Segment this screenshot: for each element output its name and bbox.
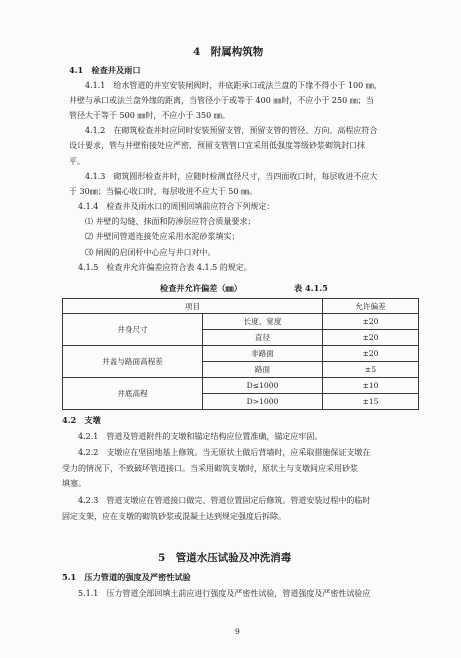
group-name: 井身尺寸 — [63, 314, 203, 346]
sub-item: D>1000 — [203, 394, 323, 410]
section-4-1-heading: 4.1 检查井及雨口 — [69, 65, 141, 75]
clause-4-1-1-line-2: 井壁与承口或法兰盘外缘的距离，当管径小于或等于 400 ㎜时，不应小于 250 ㎜；当 — [69, 96, 374, 105]
clause-4-2-2-line-1: 4.2.2 支墩应在坚固地基上修筑。当无原状土做后背墙时，应采取措施保证支墩在 — [78, 448, 371, 457]
chapter-5-title: 5 管道水压试验及冲洗消毒 — [158, 552, 292, 564]
chapter-4-title: 4 附属构筑物 — [193, 46, 264, 58]
tolerance-value: ±20 — [323, 346, 419, 362]
clause-4-2-2-line-3: 填塞。 — [62, 479, 86, 488]
clause-4-1-4: 4.1.4 检查井及雨水口的周围回填前应符合下列规定： — [78, 202, 275, 211]
clause-4-1-1-line-1: 4.1.1 给水管道的井室安装闸阀时，井底距承口或法兰盘的下缘不得小于 100 ㎜， — [85, 81, 382, 90]
sub-item: D≤1000 — [203, 378, 323, 394]
clause-4-1-5: 4.1.5 检查井允许偏差应符合表 4.1.5 的规定。 — [78, 263, 252, 272]
sub-item: 路面 — [203, 362, 323, 378]
tolerance-table — [62, 298, 419, 410]
clause-4-2-3-line-1: 4.2.3 管道支墩应在管道接口做完、管道位置固定后修筑。管道安装过程中的临时 — [78, 496, 371, 505]
clause-4-1-3-line-2: 于 30㎜；当偏心收口时，每层收进不应大于 50 ㎜。 — [69, 187, 257, 196]
tolerance-value: ±10 — [323, 378, 419, 394]
section-4-2-heading: 4.2 支墩 — [62, 415, 101, 425]
tolerance-value: ±20 — [323, 314, 419, 330]
table-caption: 检查井允许偏差（㎜） — [160, 283, 242, 293]
page-number: 9 — [235, 627, 240, 636]
clause-4-1-3-line-1: 4.1.3 砌筑圆形检查井时，应随时检测直径尺寸，当四面收口时，每层收进不应大 — [85, 172, 378, 181]
clause-5-1-1-line-1: 5.1.1 压力管道全部回填土前应进行强度及严密性试验，管道强度及严密性试验应 — [78, 589, 371, 598]
clause-4-1-4-item-2: ⑵ 井壁同管道连接处应采用水泥砂浆填实； — [85, 232, 240, 241]
clause-4-1-1-line-3: 管径大于等于 500 ㎜时，不应小于 350 ㎜。 — [69, 111, 230, 120]
table-row — [63, 378, 419, 394]
table-row — [63, 346, 419, 362]
clause-4-2-2-line-2: 受力的情况下，不致破坏管道接口。当采用砌筑支墩时，原状土与支墩间应采用砂浆 — [62, 464, 358, 473]
clause-4-1-4-item-3: ⑶ 闸阀的启闭杆中心应与井口对中。 — [85, 248, 216, 257]
clause-4-1-2-line-3: 平。 — [69, 157, 85, 166]
clause-4-2-3-line-2: 固定支架，应在支墩的砌筑砂浆或混凝土达到规定强度后拆除。 — [62, 512, 286, 521]
group-name: 井底高程 — [63, 378, 203, 410]
clause-4-2-1: 4.2.1 管道及管道附件的支墩和锚定结构应位置准确，锚定应牢固。 — [78, 432, 323, 441]
header-item: 项目 — [63, 299, 323, 314]
sub-item: 直径 — [203, 330, 323, 346]
tolerance-value: ±20 — [323, 330, 419, 346]
section-5-1-heading: 5.1 压力管道的强度及严密性试验 — [62, 572, 191, 582]
sub-item: 长度、宽度 — [203, 314, 323, 330]
clause-4-1-2-line-1: 4.1.2 在砌筑检查井时应同时安装预留支管，预留支管的管径、方向、高程应符合 — [85, 126, 378, 135]
table-number: 表 4.1.5 — [294, 283, 328, 293]
group-name: 井盖与路面高程差 — [63, 346, 203, 378]
tolerance-value: ±5 — [323, 362, 419, 378]
clause-4-1-4-item-1: ⑴ 井壁的勾缝、抹面和防渗层应符合质量要求； — [85, 217, 256, 226]
table-row — [63, 314, 419, 330]
tolerance-value: ±15 — [323, 394, 419, 410]
sub-item: 非路面 — [203, 346, 323, 362]
header-tolerance: 允许偏差 — [323, 299, 419, 314]
table-header-row — [63, 299, 419, 314]
clause-4-1-2-line-2: 设计要求，管与井壁衔接处应严密，预留支管管口宜采用低强度等级砂浆砌筑封口抹 — [69, 141, 365, 150]
